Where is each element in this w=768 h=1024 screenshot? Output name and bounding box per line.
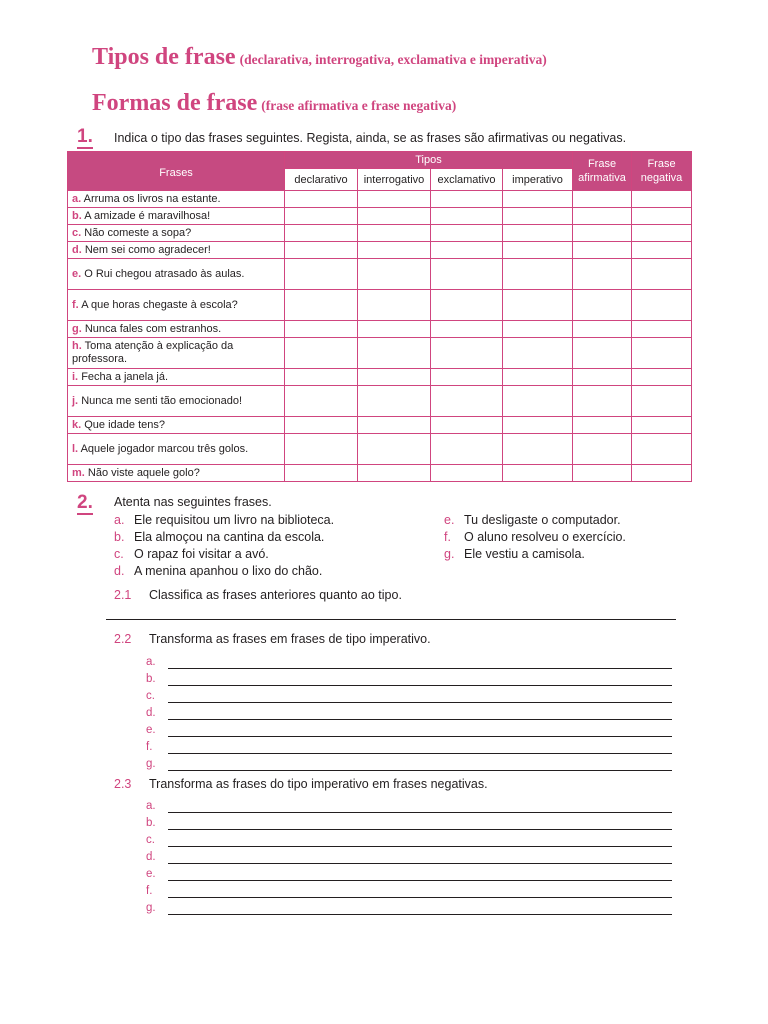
list-letter: a. <box>114 513 125 527</box>
sentence-cell <box>68 225 285 242</box>
question-number: 2.2 <box>114 632 132 646</box>
answer-rule[interactable] <box>168 869 672 881</box>
sentence-letter: l. <box>72 442 79 455</box>
sentence-letter: e. <box>72 267 82 280</box>
answer-rule[interactable] <box>168 657 672 669</box>
classification-table <box>67 151 692 482</box>
answer-line[interactable] <box>146 813 672 830</box>
answer-cell[interactable] <box>503 321 573 338</box>
answer-letter: a. <box>146 800 156 812</box>
answer-cell[interactable] <box>358 417 431 434</box>
answer-cell[interactable] <box>632 208 692 225</box>
answer-cell[interactable] <box>358 338 431 369</box>
header-frases: Frases <box>68 152 285 191</box>
answer-cell[interactable] <box>573 191 632 208</box>
header-afirmativa: Frase afirmativa <box>573 152 632 191</box>
answer-cell[interactable] <box>431 225 503 242</box>
sentence-cell <box>68 242 285 259</box>
sentence-text: Arruma os livros na estante. <box>83 192 221 205</box>
header-declarativo: declarativo <box>285 169 358 191</box>
table-row <box>68 386 692 417</box>
answer-line[interactable] <box>146 754 672 771</box>
list-item <box>114 529 334 546</box>
sentence-text: Nunca fales com estranhos. <box>84 322 222 335</box>
title-tipos-main: Tipos de frase <box>92 44 236 70</box>
answer-letter: c. <box>146 834 155 846</box>
answer-cell[interactable] <box>358 321 431 338</box>
answer-cell[interactable] <box>632 434 692 465</box>
sentence-text: Aquele jogador marcou três golos. <box>80 442 249 455</box>
answer-rule[interactable] <box>168 674 672 686</box>
question-number: 2.1 <box>114 588 132 602</box>
answer-cell[interactable] <box>285 338 358 369</box>
sentence-text: Não comeste a sopa? <box>84 226 192 239</box>
sentence-cell <box>68 290 285 321</box>
answer-rule[interactable] <box>168 742 672 754</box>
table-row <box>68 290 692 321</box>
list-text: O aluno resolveu o exercício. <box>464 530 626 544</box>
answer-cell[interactable] <box>632 417 692 434</box>
answer-cell[interactable] <box>503 259 573 290</box>
answer-cell[interactable] <box>285 369 358 386</box>
answer-cell[interactable] <box>632 369 692 386</box>
answer-cell[interactable] <box>358 259 431 290</box>
question-2-2 <box>114 632 431 646</box>
list-letter: e. <box>444 513 455 527</box>
answer-line[interactable] <box>146 830 672 847</box>
table-row <box>68 369 692 386</box>
table-row <box>68 321 692 338</box>
answer-letter: a. <box>146 656 156 668</box>
answer-cell[interactable] <box>503 417 573 434</box>
answer-letter: e. <box>146 868 156 880</box>
answer-cell[interactable] <box>503 369 573 386</box>
sentence-cell <box>68 369 285 386</box>
table-row <box>68 338 692 369</box>
answer-letter: d. <box>146 707 156 719</box>
answer-cell[interactable] <box>285 434 358 465</box>
sentence-letter: m. <box>72 466 85 479</box>
answer-cell[interactable] <box>358 369 431 386</box>
answer-cell[interactable] <box>358 225 431 242</box>
list-item <box>114 546 334 563</box>
list-letter: f. <box>444 530 451 544</box>
answer-line[interactable] <box>146 864 672 881</box>
sentence-letter: k. <box>72 418 82 431</box>
exercise-2-instruction: Atenta nas seguintes frases. <box>114 495 272 509</box>
answer-line[interactable] <box>146 796 672 813</box>
header-exclamativo: exclamativo <box>431 169 503 191</box>
title-formas-main: Formas de frase <box>92 90 258 116</box>
answer-cell[interactable] <box>573 465 632 482</box>
answer-cell[interactable] <box>358 386 431 417</box>
answer-cell[interactable] <box>285 225 358 242</box>
answer-rule[interactable] <box>168 818 672 830</box>
table-row <box>68 434 692 465</box>
header-tipos: Tipos <box>285 152 573 169</box>
answer-cell[interactable] <box>431 417 503 434</box>
title-tipos-sub: (declarativa, interrogativa, exclamativa e imperativa) <box>239 52 547 67</box>
answer-cell[interactable] <box>503 338 573 369</box>
sentence-text: Toma atenção à explicação da professora. <box>72 340 234 365</box>
answer-cell[interactable] <box>503 290 573 321</box>
answer-cell[interactable] <box>431 386 503 417</box>
answer-cell[interactable] <box>503 386 573 417</box>
answer-cell[interactable] <box>573 338 632 369</box>
answer-line[interactable] <box>146 686 672 703</box>
list-letter: b. <box>114 530 125 544</box>
answer-cell[interactable] <box>632 465 692 482</box>
answer-letter: g. <box>146 902 156 914</box>
answer-letter: f. <box>146 885 153 897</box>
answer-cell[interactable] <box>285 465 358 482</box>
sentence-cell <box>68 338 285 369</box>
answer-cell[interactable] <box>632 242 692 259</box>
list-item <box>114 563 334 580</box>
sentence-cell <box>68 191 285 208</box>
sentence-text: A amizade é maravilhosa! <box>84 209 211 222</box>
sentence-cell <box>68 386 285 417</box>
sentence-list-right <box>444 512 626 563</box>
table-row <box>68 417 692 434</box>
answer-cell[interactable] <box>431 321 503 338</box>
exercise-1-instruction: Indica o tipo das frases seguintes. Regista, ainda, se as frases são afirmativas ou negativas. <box>114 131 627 145</box>
sentence-letter: b. <box>72 209 82 222</box>
header-negativa: Frase negativa <box>632 152 692 191</box>
answer-rule[interactable] <box>168 759 672 771</box>
answer-cell[interactable] <box>358 191 431 208</box>
answer-letter: b. <box>146 817 156 829</box>
answer-cell[interactable] <box>285 386 358 417</box>
answer-rule[interactable] <box>168 801 672 813</box>
answer-line[interactable] <box>146 703 672 720</box>
answer-line-2-1[interactable] <box>106 619 676 620</box>
sentence-text: A que horas chegaste à escola? <box>81 298 238 311</box>
answer-cell[interactable] <box>431 290 503 321</box>
answer-cell[interactable] <box>573 208 632 225</box>
answer-rule[interactable] <box>168 886 672 898</box>
sentence-letter: h. <box>72 340 82 352</box>
answer-lines-2-3 <box>146 796 672 915</box>
answer-cell[interactable] <box>431 191 503 208</box>
list-item <box>444 529 626 546</box>
answer-cell[interactable] <box>431 465 503 482</box>
list-text: A menina apanhou o lixo do chão. <box>134 564 323 578</box>
answer-cell[interactable] <box>285 259 358 290</box>
sentence-text: Nem sei como agradecer! <box>84 243 211 256</box>
question-2-1 <box>114 588 402 602</box>
answer-cell[interactable] <box>285 321 358 338</box>
answer-rule[interactable] <box>168 903 672 915</box>
list-text: Ele vestiu a camisola. <box>464 547 585 561</box>
answer-cell[interactable] <box>632 290 692 321</box>
question-text: Transforma as frases do tipo imperativo em frases negativas. <box>149 777 488 791</box>
answer-cell[interactable] <box>285 417 358 434</box>
sentence-text: Nunca me senti tão emocionado! <box>81 394 243 407</box>
answer-letter: e. <box>146 724 156 736</box>
table-row <box>68 191 692 208</box>
sentence-text: Que idade tens? <box>84 418 165 431</box>
answer-rule[interactable] <box>168 691 672 703</box>
question-text: Transforma as frases em frases de tipo imperativo. <box>149 632 431 646</box>
answer-cell[interactable] <box>285 191 358 208</box>
sentence-letter: i. <box>72 370 79 383</box>
sentence-cell <box>68 465 285 482</box>
header-interrogativo: interrogativo <box>358 169 431 191</box>
sentence-cell <box>68 259 285 290</box>
list-letter: g. <box>444 547 455 561</box>
answer-cell[interactable] <box>503 242 573 259</box>
table-row <box>68 208 692 225</box>
answer-cell[interactable] <box>503 465 573 482</box>
table-row <box>68 225 692 242</box>
table-row <box>68 259 692 290</box>
table-row <box>68 465 692 482</box>
answer-cell[interactable] <box>431 208 503 225</box>
list-text: Ela almoçou na cantina da escola. <box>134 530 325 544</box>
sentence-cell <box>68 434 285 465</box>
exercise-1-number: 1. <box>77 126 93 147</box>
answer-line[interactable] <box>146 737 672 754</box>
answer-cell[interactable] <box>285 208 358 225</box>
answer-cell[interactable] <box>573 290 632 321</box>
list-item <box>444 512 626 529</box>
answer-cell[interactable] <box>632 259 692 290</box>
answer-letter: d. <box>146 851 156 863</box>
sentence-text: Fecha a janela já. <box>81 370 169 383</box>
title-formas-sub: (frase afirmativa e frase negativa) <box>261 98 457 113</box>
answer-cell[interactable] <box>573 259 632 290</box>
answer-letter: c. <box>146 690 155 702</box>
answer-line[interactable] <box>146 898 672 915</box>
answer-line[interactable] <box>146 669 672 686</box>
answer-cell[interactable] <box>503 208 573 225</box>
question-2-3 <box>114 777 488 791</box>
sentence-letter: d. <box>72 243 82 256</box>
question-text: Classifica as frases anteriores quanto ao tipo. <box>149 588 402 602</box>
answer-cell[interactable] <box>632 338 692 369</box>
answer-rule[interactable] <box>168 725 672 737</box>
answer-letter: g. <box>146 758 156 770</box>
answer-line[interactable] <box>146 881 672 898</box>
answer-rule[interactable] <box>168 852 672 864</box>
answer-lines-2-2 <box>146 652 672 771</box>
answer-cell[interactable] <box>431 369 503 386</box>
list-item <box>114 512 334 529</box>
answer-cell[interactable] <box>358 290 431 321</box>
answer-rule[interactable] <box>168 835 672 847</box>
answer-line[interactable] <box>146 720 672 737</box>
sentence-cell <box>68 417 285 434</box>
answer-cell[interactable] <box>573 417 632 434</box>
sentence-list-left <box>114 512 334 580</box>
answer-cell[interactable] <box>573 225 632 242</box>
sentence-letter: j. <box>72 394 79 407</box>
sentence-letter: f. <box>72 298 79 311</box>
sentence-text: Não viste aquele golo? <box>87 466 200 479</box>
answer-letter: b. <box>146 673 156 685</box>
sentence-letter: g. <box>72 322 82 335</box>
answer-cell[interactable] <box>285 242 358 259</box>
title-tipos <box>92 44 547 71</box>
answer-rule[interactable] <box>168 708 672 720</box>
answer-cell[interactable] <box>573 369 632 386</box>
answer-line[interactable] <box>146 847 672 864</box>
answer-cell[interactable] <box>503 434 573 465</box>
answer-cell[interactable] <box>285 290 358 321</box>
answer-cell[interactable] <box>632 225 692 242</box>
list-text: Ele requisitou um livro na biblioteca. <box>134 513 335 527</box>
list-item <box>444 546 626 563</box>
answer-cell[interactable] <box>358 208 431 225</box>
list-letter: c. <box>114 547 124 561</box>
answer-cell[interactable] <box>632 191 692 208</box>
answer-cell[interactable] <box>431 259 503 290</box>
answer-cell[interactable] <box>358 434 431 465</box>
answer-line[interactable] <box>146 652 672 669</box>
sentence-letter: a. <box>72 192 82 205</box>
sentence-letter: c. <box>72 226 82 239</box>
question-number: 2.3 <box>114 777 132 791</box>
sentence-text: O Rui chegou atrasado às aulas. <box>84 267 245 280</box>
answer-cell[interactable] <box>573 242 632 259</box>
answer-cell[interactable] <box>573 386 632 417</box>
sentence-cell <box>68 321 285 338</box>
answer-cell[interactable] <box>431 338 503 369</box>
answer-cell[interactable] <box>573 321 632 338</box>
answer-cell[interactable] <box>358 242 431 259</box>
answer-cell[interactable] <box>503 191 573 208</box>
list-text: Tu desligaste o computador. <box>464 513 621 527</box>
list-text: O rapaz foi visitar a avó. <box>134 547 269 561</box>
answer-cell[interactable] <box>573 434 632 465</box>
sentence-cell <box>68 208 285 225</box>
answer-letter: f. <box>146 741 153 753</box>
answer-cell[interactable] <box>431 434 503 465</box>
answer-cell[interactable] <box>632 321 692 338</box>
answer-cell[interactable] <box>632 386 692 417</box>
answer-cell[interactable] <box>503 225 573 242</box>
answer-cell[interactable] <box>358 465 431 482</box>
title-formas <box>92 90 456 117</box>
list-letter: d. <box>114 564 125 578</box>
table-row <box>68 242 692 259</box>
header-imperativo: imperativo <box>503 169 573 191</box>
answer-cell[interactable] <box>431 242 503 259</box>
exercise-2-number: 2. <box>77 492 93 513</box>
